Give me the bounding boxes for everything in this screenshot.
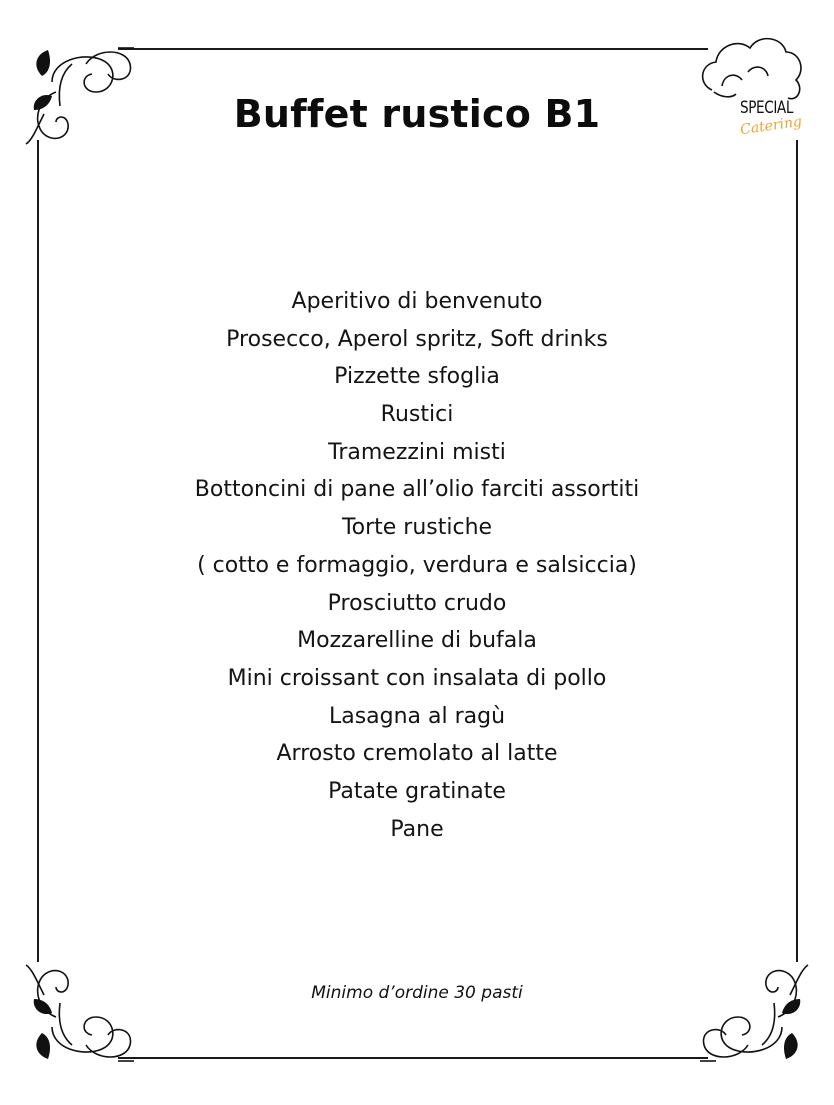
frame-right-line xyxy=(796,140,798,962)
corner-swirl-ornament-icon xyxy=(692,955,812,1075)
menu-item: Arrosto cremolato al latte xyxy=(276,741,558,767)
minimum-order-note: Minimo d’ordine 30 pasti xyxy=(311,983,523,1003)
logo-name-top: SPECIAL xyxy=(740,98,794,118)
menu-item: Mini croissant con insalata di pollo xyxy=(227,665,607,691)
menu-item: Pizzette sfoglia xyxy=(334,364,500,390)
frame-left-line xyxy=(37,140,39,962)
logo-name-bottom: Catering xyxy=(739,113,803,139)
menu-item: Pane xyxy=(390,816,444,842)
page-title: Buffet rustico B1 xyxy=(233,92,601,136)
menu-item: Torte rustiche xyxy=(341,515,493,541)
menu-item: Tramezzini misti xyxy=(328,439,506,465)
menu-item: Patate gratinate xyxy=(328,778,506,804)
menu-item: Bottoncini di pane all’olio farciti assortiti xyxy=(194,477,640,503)
frame-bottom-line xyxy=(118,1057,708,1059)
menu-item: ( cotto e formaggio, verdura e salsiccia) xyxy=(197,552,637,578)
menu-item: Mozzarelline di bufala xyxy=(297,628,537,654)
menu-item: Rustici xyxy=(380,402,454,428)
menu-item: Prosecco, Aperol spritz, Soft drinks xyxy=(226,326,608,352)
menu-item: Aperitivo di benvenuto xyxy=(291,289,543,314)
menu-item: Prosciutto crudo xyxy=(327,590,507,616)
frame-top-line xyxy=(118,48,708,50)
menu-list xyxy=(60,283,774,848)
menu-item: Lasagna al ragù xyxy=(328,703,506,729)
corner-swirl-ornament-icon xyxy=(22,955,142,1075)
